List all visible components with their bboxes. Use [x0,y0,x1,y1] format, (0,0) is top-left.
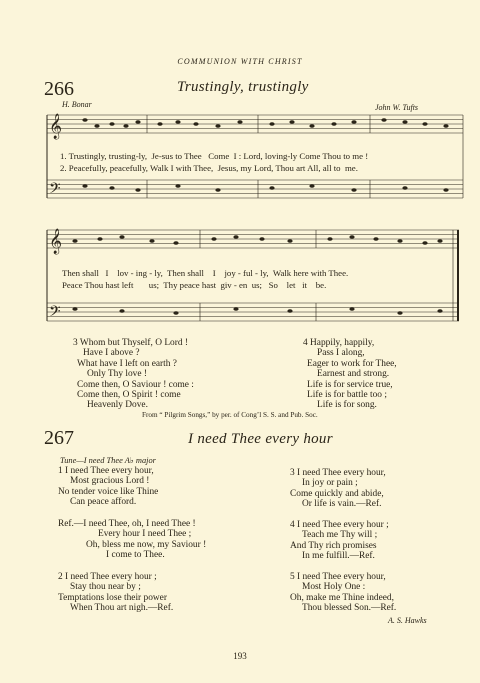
stanza-line: Or life is vain.—Ref. [302,499,382,510]
treble-clef-icon: 𝄞 [49,228,63,253]
treble-clef-icon: 𝄞 [49,113,63,138]
stanza-line: 3 Whom but Thyself, O Lord ! [73,338,189,348]
stanza-line: No tender voice like Thine [58,486,159,497]
author-266: H. Bonar [62,100,92,109]
stanza-line: Come then, O Spirit ! come [77,390,181,401]
stanza-line: Life is for service true, [307,379,393,390]
stanza-line: Every hour I need Thee ; [98,529,192,540]
lyric-verse2-line2: Peace Thou hast left us; Thy peace hast giv - en us; So let it be. [62,280,327,290]
lyric-verse1-line2: Then shall I lov - ing - ly, Then shall I joy - ful - ly, Walk here with Thee. [62,268,349,278]
running-header: COMMUNION WITH CHRIST [177,57,303,66]
staff-system2-bass [47,303,459,321]
staff-system1-bass [47,180,463,198]
stanza-line: Temptations lose their power [58,592,167,603]
stanza-line: Only Thy love ! [87,369,147,380]
stanza-line: What have I left on earth ? [77,358,177,369]
stanza-line: Eager to work for Thee, [307,358,397,369]
stanza-line: Life is for song. [317,400,377,411]
stanza-267-5 [290,572,460,614]
stanza-line: 4 I need Thee every hour ; [290,520,389,530]
hymn-number-267: 267 [44,427,74,449]
lyric-verse1-line1: 1. Trustingly, trusting-ly, Je-sus to Thee Come I : Lord, loving-ly Come Thou to me ! [60,151,369,161]
stanza-line: Come then, O Saviour ! come : [77,379,194,390]
bass-clef-icon: 𝄢 [49,180,61,200]
stanza-266-4 [303,338,453,411]
stanza-line: 2 I need Thee every hour ; [58,572,157,582]
stanza-line: In joy or pain ; [302,478,358,489]
stanza-line: Pass I along, [317,348,365,359]
stanza-line: Ref.—I need Thee, oh, I need Thee ! [58,519,196,529]
stanza-line: Teach me Thy will ; [302,530,378,541]
stanza-line: Oh, make me Thine indeed, [290,592,394,603]
author-267: A. S. Hawks [388,616,427,625]
stanza-267-1 [58,466,258,508]
page-number: 193 [233,651,247,661]
stanza-267-2 [58,572,258,614]
stanza-line: When Thou art nigh.—Ref. [70,603,174,614]
stanza-line: Oh, bless me now, my Saviour ! [86,539,207,550]
lyric-verse2-line1: 2. Peacefully, peacefully, Walk I with Thee, Jesus, my Lord, Thou art All, all to me. [60,163,358,173]
stanza-line: Earnest and strong. [317,369,390,380]
stanza-266-3 [73,338,253,411]
hymn-title-267: I need Thee every hour [188,431,333,447]
stanza-line: I come to Thee. [106,550,165,561]
stanza-line: 5 I need Thee every hour, [290,572,386,582]
stanza-line: Most gracious Lord ! [70,476,150,487]
stanza-line: 3 I need Thee every hour, [290,468,386,478]
stanza-line: Heavenly Dove. [87,400,148,411]
stanza-line: Most Holy One : [302,582,366,593]
bass-clef-icon: 𝄢 [49,303,61,323]
source-credit-266: From “ Pilgrim Songs,” by per. of Cong’l S. S. and Pub. Soc. [142,411,318,419]
stanza-line: Have I above ? [83,348,140,359]
stanza-line: Come quickly and abide, [290,488,384,499]
stanza-line: Stay thou near by ; [70,582,141,593]
stanza-line: Can peace afford. [70,497,137,508]
tune-line-267: Tune—I need Thee A♭ major [60,456,156,465]
stanza-line: In me fulfill.—Ref. [302,551,375,562]
hymn-title-266: Trustingly, trustingly [177,79,309,95]
stanza-267-3 [290,468,460,510]
composer-266: John W. Tufts [375,103,419,112]
refrain-267 [58,519,278,561]
hymn-number-266: 266 [44,78,74,100]
staff-system2-treble [47,230,459,248]
stanza-line: 1 I need Thee every hour, [58,466,154,476]
stanza-267-4 [290,520,460,562]
stanza-line: And Thy rich promises [290,540,377,551]
stanza-line: Life is for battle too ; [307,390,387,401]
stanza-line: Thou blessed Son.—Ref. [302,603,397,614]
stanza-line: 4 Happily, happily, [303,338,375,348]
